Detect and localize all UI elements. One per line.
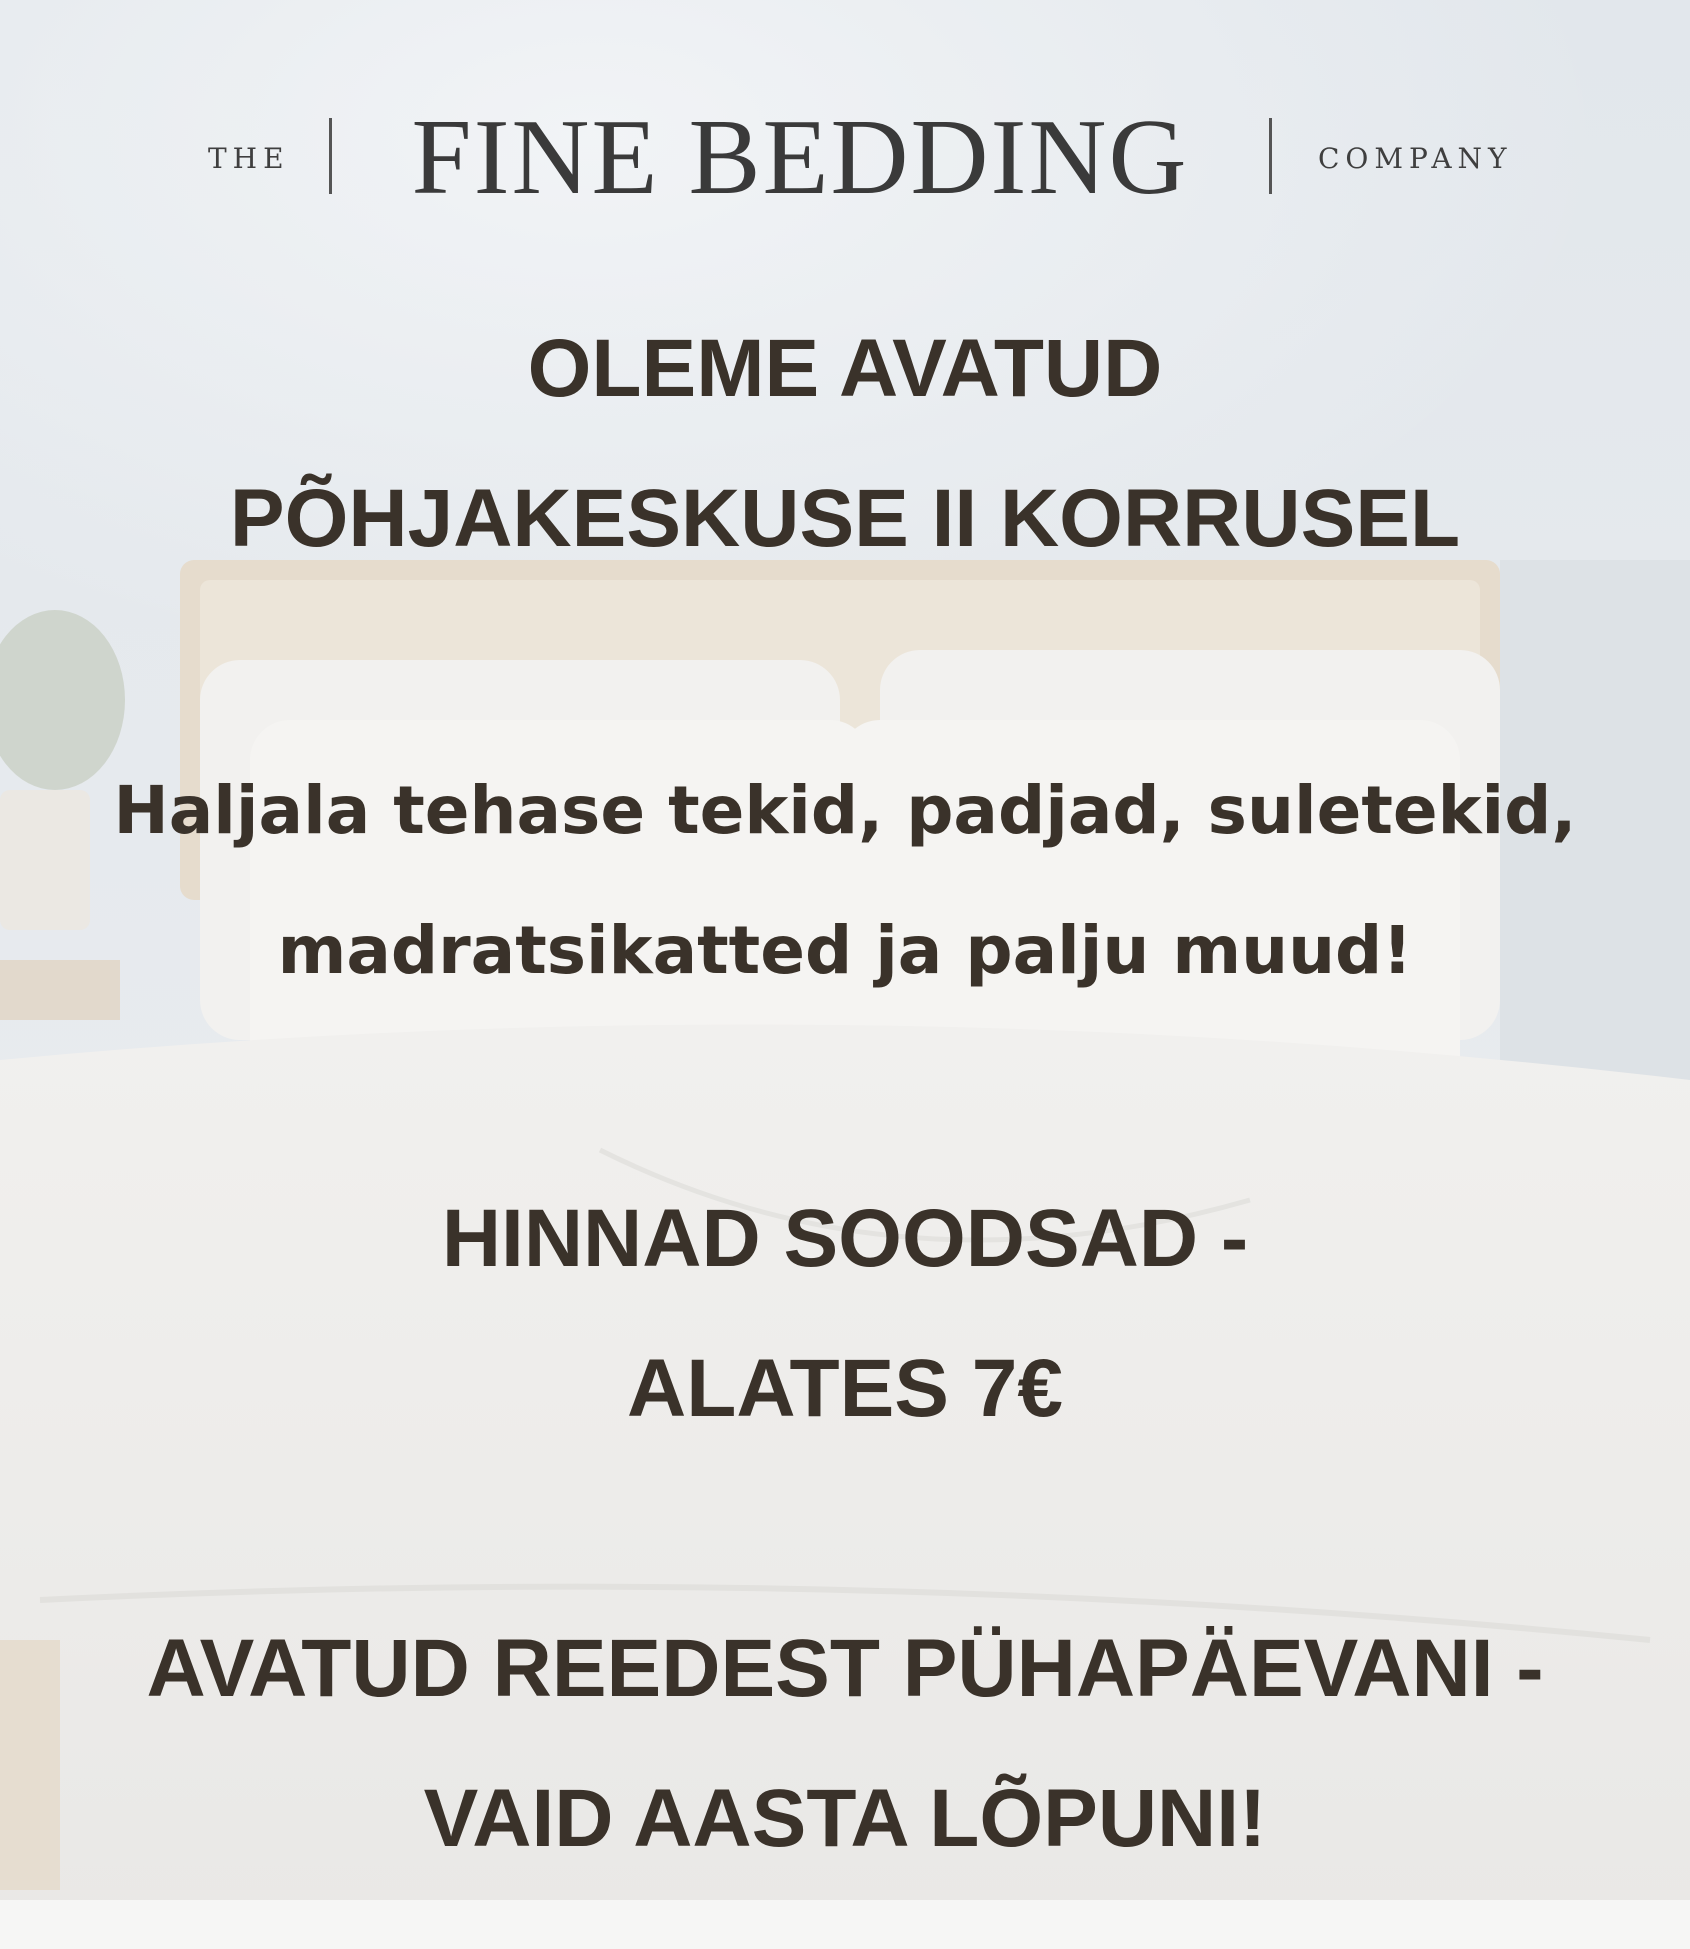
prices-line-1: HINNAD SOODSAD - <box>441 1193 1249 1284</box>
logo-name: FINE BEDDING <box>411 98 1189 217</box>
headline-line-2: PÕHJAKESKUSE II KORRUSEL <box>229 473 1461 564</box>
logo-divider <box>329 118 332 194</box>
products-line-1: Haljala tehase tekid, padjad, suletekid, <box>113 772 1577 849</box>
logo-suffix: COMPANY <box>1318 142 1513 175</box>
hours-line-2: VAID AASTA LÕPUNI! <box>423 1773 1267 1864</box>
prices-line-2: ALATES 7€ <box>627 1343 1063 1434</box>
brand-logo <box>0 98 1690 217</box>
products-line-2: madratsikatted ja palju muud! <box>277 912 1413 989</box>
logo-prefix: THE <box>208 142 290 175</box>
logo-divider <box>1269 118 1272 194</box>
headline-line-1: OLEME AVATUD <box>527 323 1163 414</box>
hours-line-1: AVATUD REEDEST PÜHAPÄEVANI - <box>146 1623 1544 1714</box>
